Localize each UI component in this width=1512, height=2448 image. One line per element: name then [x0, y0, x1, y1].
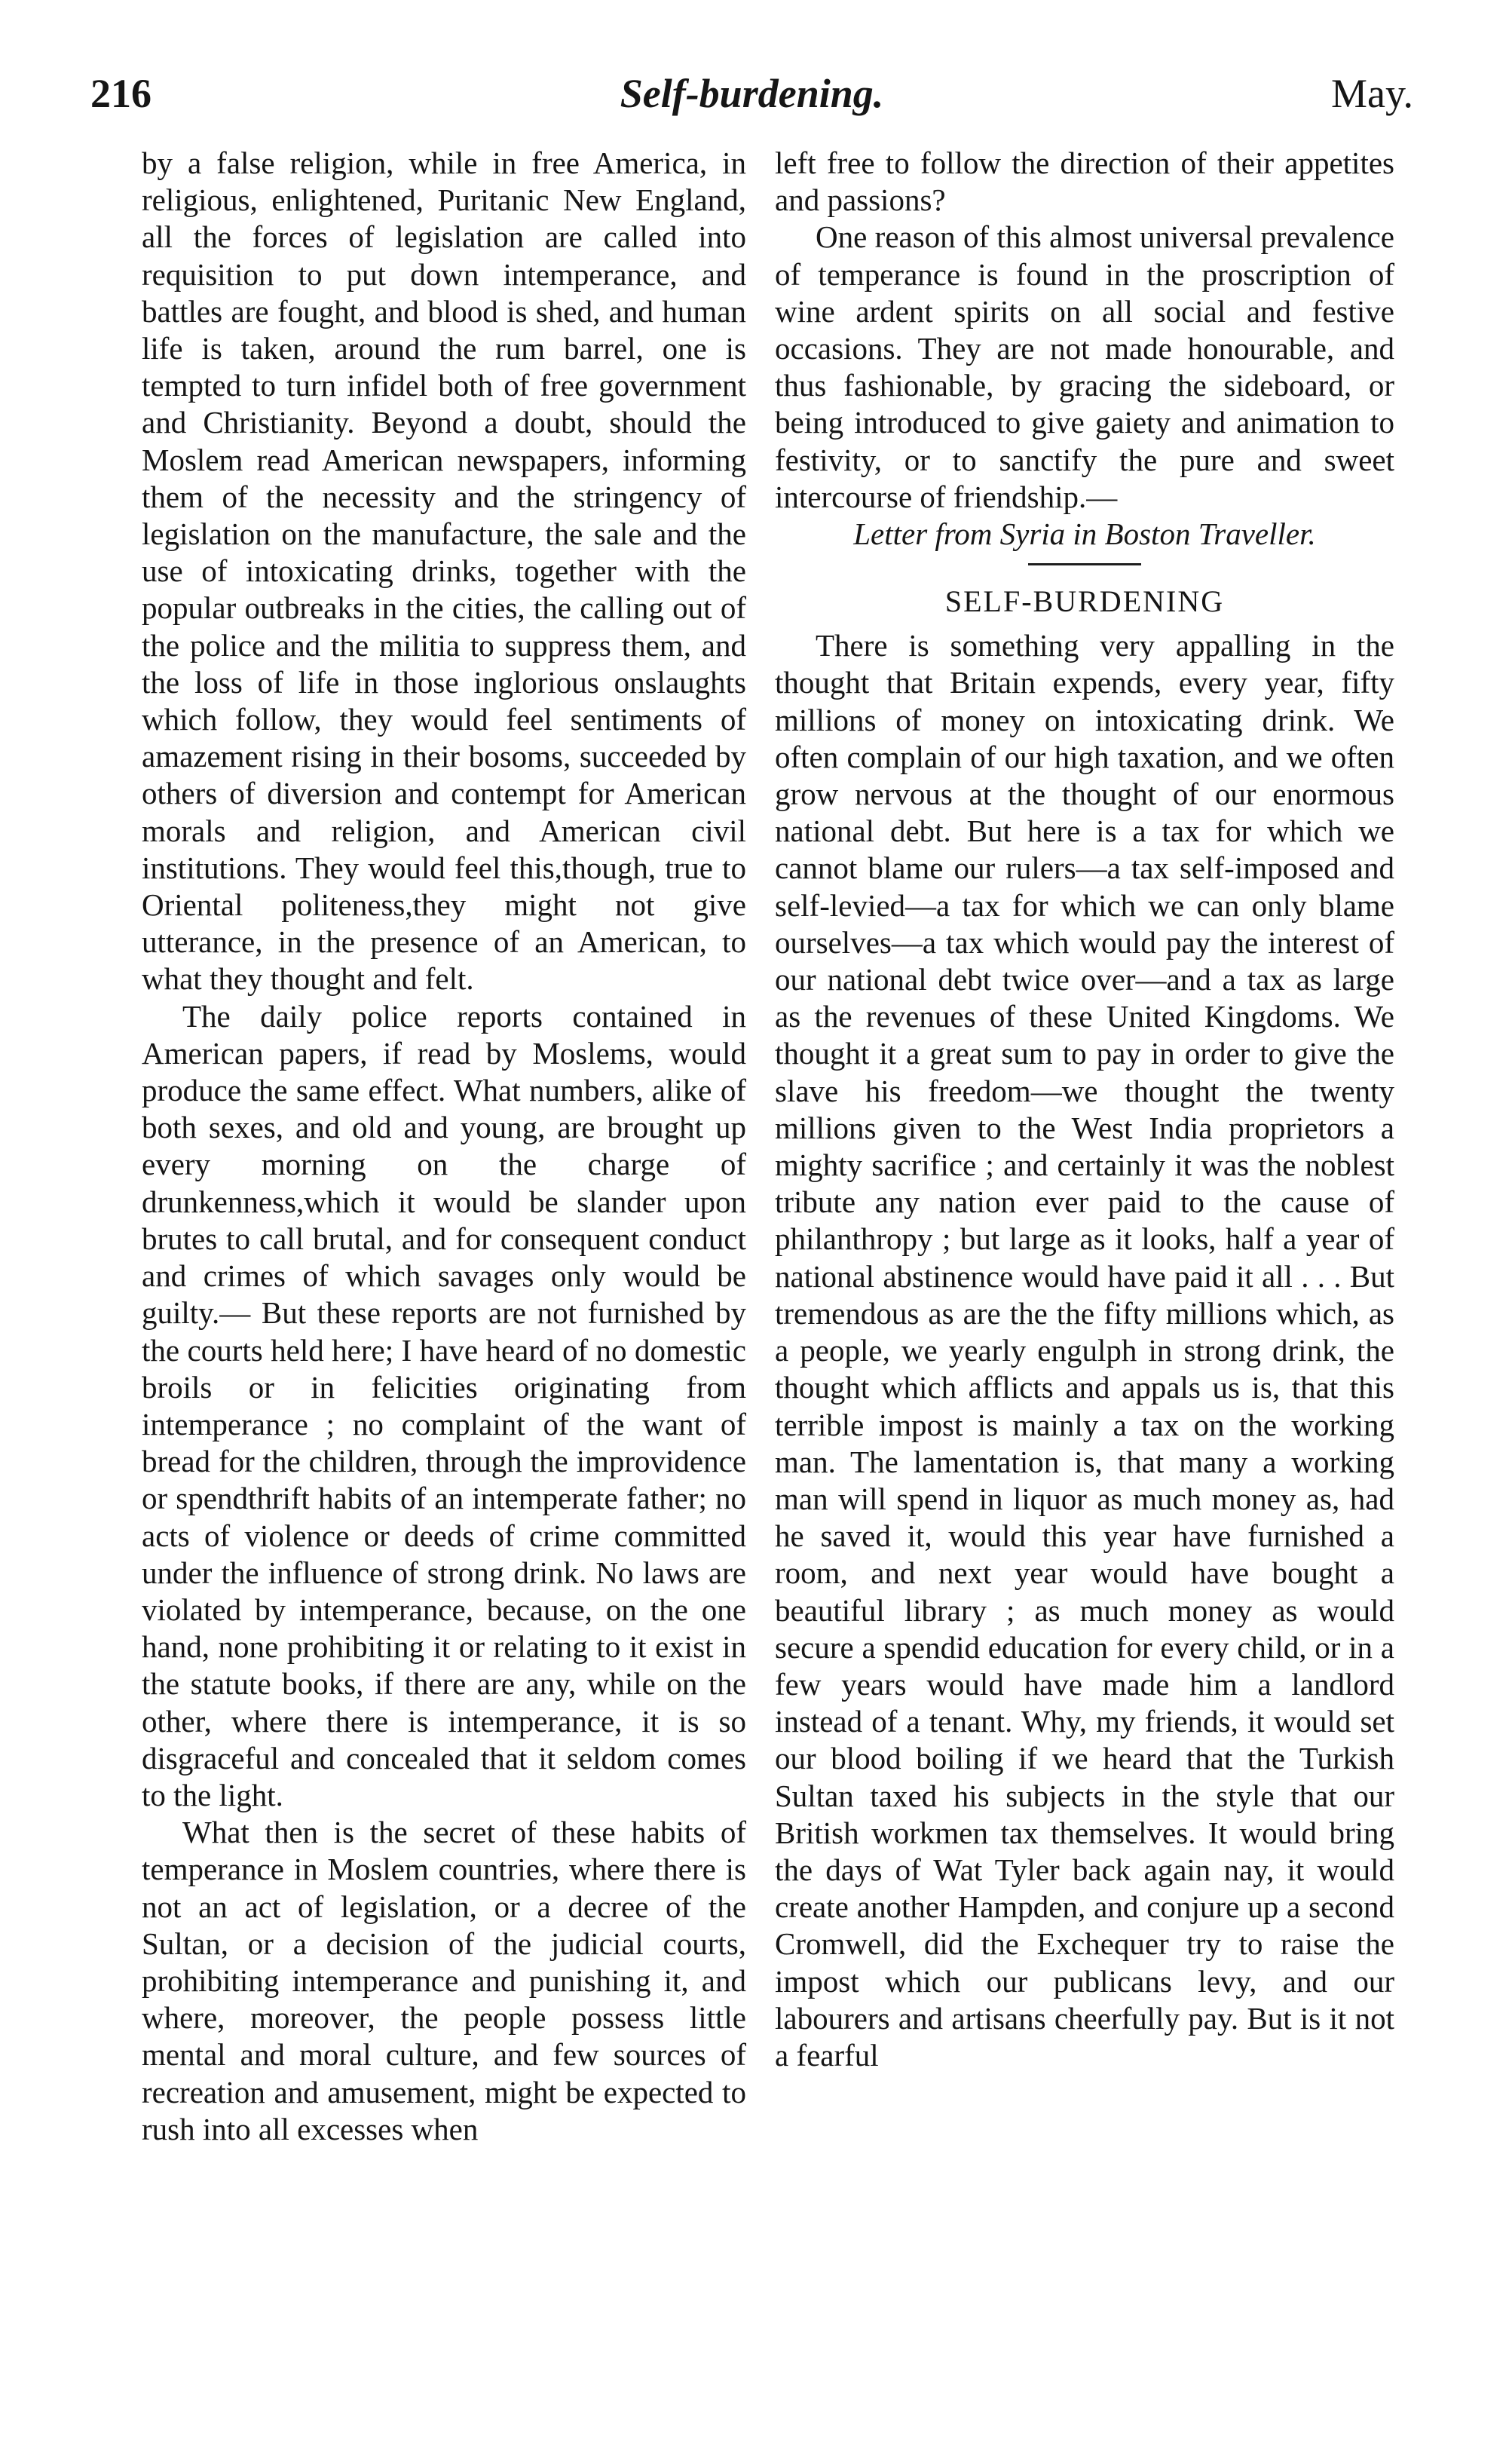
paragraph-continuation: by a false religion, while in free America, in religious, enlightened, Puritanic New England, all the forces of legislation are called into requisition to put down intemperance, and battles are fought, and blood is shed, and human life is taken, around the rum barrel, one is tempted to turn infidel both of free government and Christianity. Beyond a doubt, should the Moslem read American newspapers, informing them of the necessity and the stringency of legislation on the manufacture, the sale and the use of intoxicating drinks, together with the popular outbreaks in the cities, the calling out of the police and the militia to suppress them, and the loss of life in those inglorious onslaughts which follow, they would feel sentiments of amazement rising in their bosoms, succeeded by others of diversion and contempt for American morals and religion, and American civil institutions. They would feel this,though, true to Oriental politeness,they might not give utterance, in the presence of an American, to what they thought and felt. — [142, 146, 746, 997]
paragraph-secret-of-temperance: What then is the secret of these habits of temperance in Moslem countries, where there is not an act of legislation, or a decree of the Sultan, or a decision of the judicial courts, prohibiting intemperance and punishing it, and where, moreover, the people possess little mental and moral culture, and few sources of recreation and amusement, might be expected to rush into all excesses when — [142, 1815, 746, 2146]
page-header — [90, 63, 1413, 124]
paragraph-reason: One reason of this almost universal prevalence of temperance is found in the proscription of wine ardent spirits on all social and festive occasions. They are not made honourable, and thus fashionable, by gracing the sideboard, or being introduced to give gaiety and animation to festivity, or to sanctify the pure and sweet intercourse of friendship.— — [775, 219, 1394, 514]
page-number: 216 — [90, 71, 152, 116]
right-column — [775, 145, 1394, 2074]
issue-month: May. — [1331, 71, 1413, 116]
letter-attribution: Letter from Syria in Boston Traveller. — [853, 516, 1316, 552]
paragraph-police-reports: The daily police reports contained in American papers, if read by Moslems, would produce the same effect. What numbers, alike of both sexes, and old and young, are brought up every morning on the charge of drunkenness,which it would be slander upon brutes to call brutal, and for consequent conduct and crimes of which savages only would be guilty.— But these reports are not furnished by the courts held here; I have heard of no domestic broils or in felicities originating from intemperance ; no complaint of the want of bread for the children, through the improvidence or spendthrift habits of an intemperate father; no acts of violence or deeds of crime committed under the influence of strong drink. No laws are violated by intemperance, because, on the one hand, none prohibiting it or relating to it exist in the statute books, if there are any, while on the other, where there is intemperance, it is so disgraceful and concealed that it seldom comes to the light. — [142, 998, 746, 1812]
running-title: Self-burdening. — [620, 71, 884, 116]
left-column — [142, 145, 746, 2148]
paragraph-continuation-right: left free to follow the direction of their appetites and passions? — [775, 146, 1394, 218]
paragraph-self-burdening: There is something very appalling in the thought that Britain expends, every year, fifty millions of money on intoxicating drink. We often complain of our high taxation, and we often grow nervous at the thought of our enormous national debt. But here is a tax for which we cannot blame our rulers—a tax self-imposed and self-levied—a tax for which we can only blame ourselves—a tax which would pay the interest of our national debt twice over—and a tax as large as the revenues of these United Kingdoms. We thought it a great sum to pay in order to give the slave his freedom—we thought the twenty millions given to the West India proprietors a mighty sacrifice ; and certainly it was the noblest tribute any nation ever paid to the cause of philanthropy ; but large as it looks, half a year of national abstinence would have paid it all . . . But tremendous as are the the fifty millions which, as a people, we yearly engulph in strong drink, the thought which afflicts and appals us is, that this terrible impost is mainly a tax on the working man. The lamentation is, that many a working man will spend in liquor as much money as, had he saved it, would this year have furnished a room, and next year would have bought a beautiful library ; as much money as would secure a spendid education for every child, or in a few years would have made him a landlord instead of a tenant. Why, my friends, it would set our blood boiling if we heard that the Turkish Sultan taxed his subjects in the style that our British workmen tax themselves. It would bring the days of Wat Tyler back again nay, it would create another Hampden, and conjure up a second Cromwell, did the Exchequer try to raise the impost which our publicans levy, and our labourers and artisans cheerfully pay. But is it not a fearful — [775, 628, 1394, 2073]
section-title: SELF-BURDENING — [944, 584, 1225, 619]
section-divider — [1028, 563, 1141, 565]
